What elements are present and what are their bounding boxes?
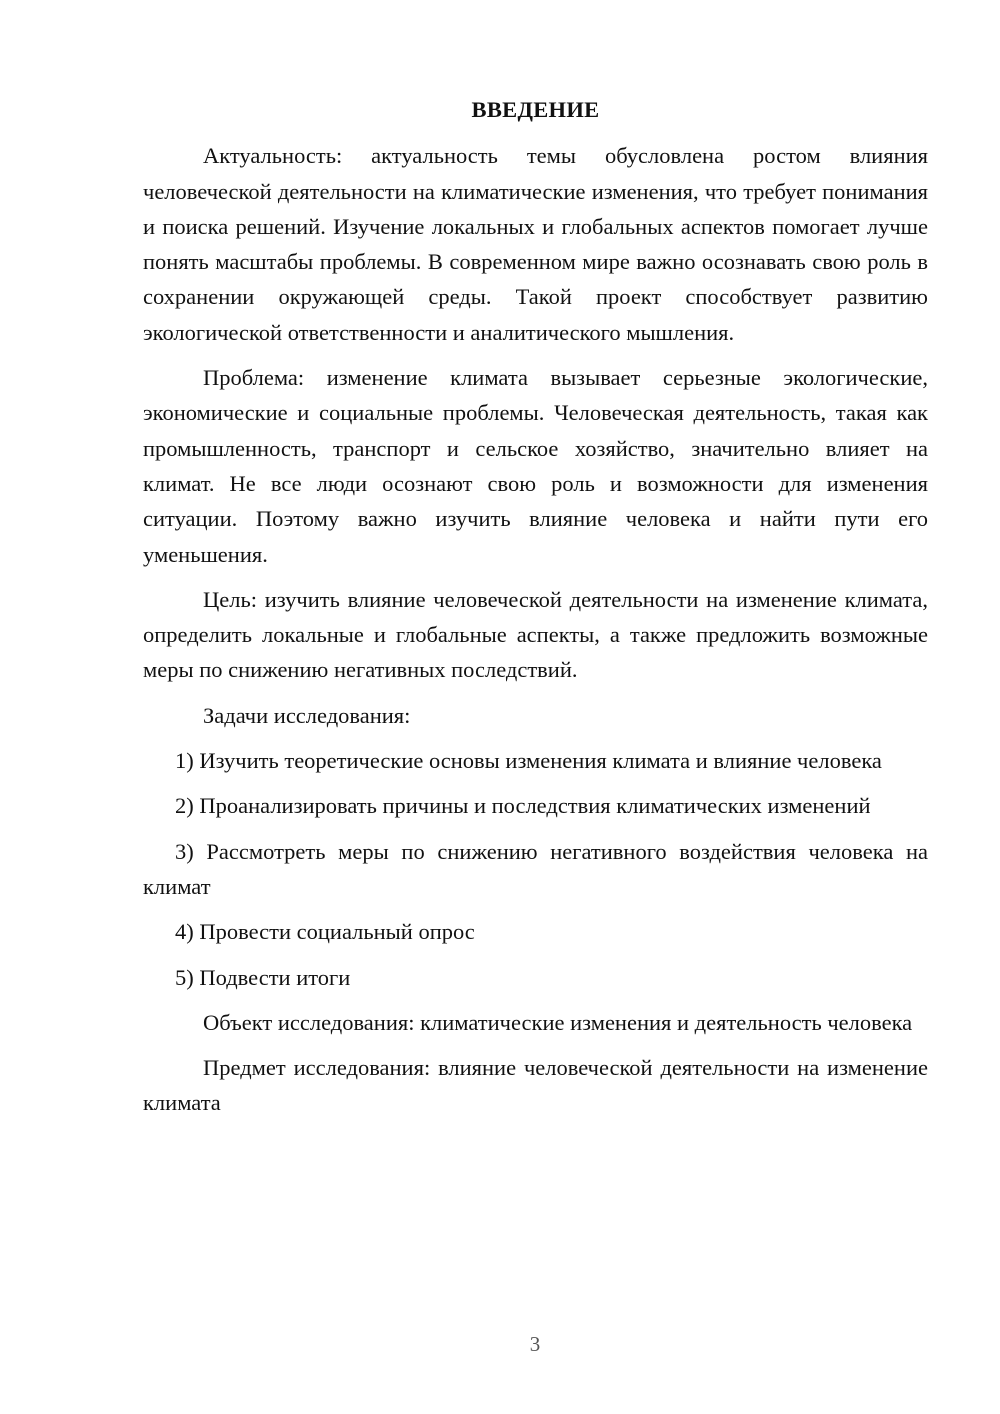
tasks-list [143, 743, 928, 995]
research-subject-paragraph: Предмет исследования: влияние человеческой деятельности на изменение климата [143, 1055, 928, 1116]
page-content [143, 92, 928, 1131]
tasks-title: Задачи исследования: [203, 702, 411, 728]
problem-paragraph: Проблема: изменение климата вызывает серьезные экологические, экономические и социальные проблемы. Человеческая деятельность, такая как промышленность, транспорт и сельское хозяйство, значительно влияет на климат. Не все люди осознают свою роль и возможности для изменения ситуации. Поэтому важно изучить влияние человека и найти пути его уменьшения. [143, 365, 928, 567]
section-heading: ВВЕДЕНИЕ [471, 97, 600, 122]
research-object-paragraph: Объект исследования: климатические изменения и деятельность человека [203, 1009, 913, 1035]
task-item: 4) Провести социальный опрос [175, 919, 475, 945]
page-number: 3 [529, 1332, 541, 1356]
relevance-paragraph: Актуальность: актуальность темы обусловлена ростом влияния человеческой деятельности на климатические изменения, что требует понимания и поиска решений. Изучение локальных и глобальных аспектов помогает лучше понять масштабы проблемы. В современном мире важно осознавать свою роль в сохранении окружающей среды. Такой проект способствует развитию экологической ответственности и аналитического мышления. [143, 143, 928, 345]
task-item: 3) Рассмотреть меры по снижению негативного воздействия человека на климат [143, 838, 928, 899]
goal-paragraph: Цель: изучить влияние человеческой деятельности на изменение климата, определить локальные и глобальные аспекты, а также предложить возможные меры по снижению негативных последствий. [143, 586, 928, 683]
task-item: 1) Изучить теоретические основы изменения климата и влияние человека [175, 748, 882, 774]
task-item: 5) Подвести итоги [175, 964, 351, 990]
task-item: 2) Проанализировать причины и последствия климатических изменений [175, 793, 871, 819]
